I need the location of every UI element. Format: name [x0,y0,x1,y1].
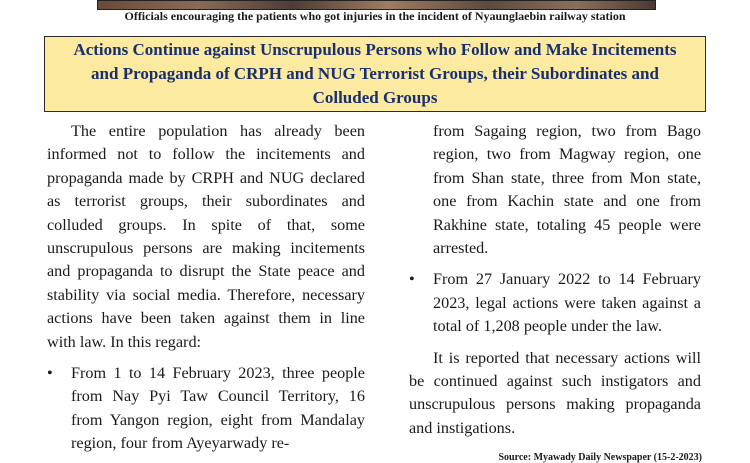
bullet-item-legal-actions [409,268,701,338]
headline-box [44,36,706,112]
article-headline: Actions Continue against Unscrupulous Persons who Follow and Make Incitements and Propaganda of CRPH and NUG Terrorist Groups, their Subordinates and Colluded Groups [73,40,677,107]
source-credit: Source: Myawady Daily Newspaper (15-2-2023) [498,452,702,463]
bullet-text-continued: from Sagaing region, two from Bago region, two from Magway region, one from Shan state, three from Mon state, one from Kachin state and one from Rakhine state, totaling 45 people were arrested. [433,122,701,258]
bullet-icon: • [47,364,53,383]
right-column [409,120,701,440]
intro-paragraph: The entire population has already been informed not to follow the incitements and propaganda made by CRPH and NUG declared as terrorist groups, their subordinates and colluded groups. In spite of that, some unscrupulous persons are making incitements and propaganda to disrupt the State peace and stability via social media. Therefore, necessary actions have been taken against them in line with law. In this regard: [47,122,365,351]
bullet-text: From 1 to 14 February 2023, three people from Nay Pyi Taw Council Territory, 16 from Yangon region, eight from Mandalay region, four from Ayeyarwady re- [71,364,365,453]
bullet-icon: • [409,270,415,289]
bullet-item-arrests-continued [409,120,701,260]
left-column [47,120,365,456]
bullet-item-arrests [47,362,365,456]
photo-caption: Officials encouraging the patients who got injuries in the incident of Nyaunglaebin railway station [124,9,626,23]
closing-paragraph: It is reported that necessary actions will be continued against such instigators and unscrupulous persons making propaganda and instigations. [409,348,701,437]
bullet-text: From 27 January 2022 to 14 February 2023, legal actions were taken against a total of 1,208 people under the law. [433,270,701,336]
